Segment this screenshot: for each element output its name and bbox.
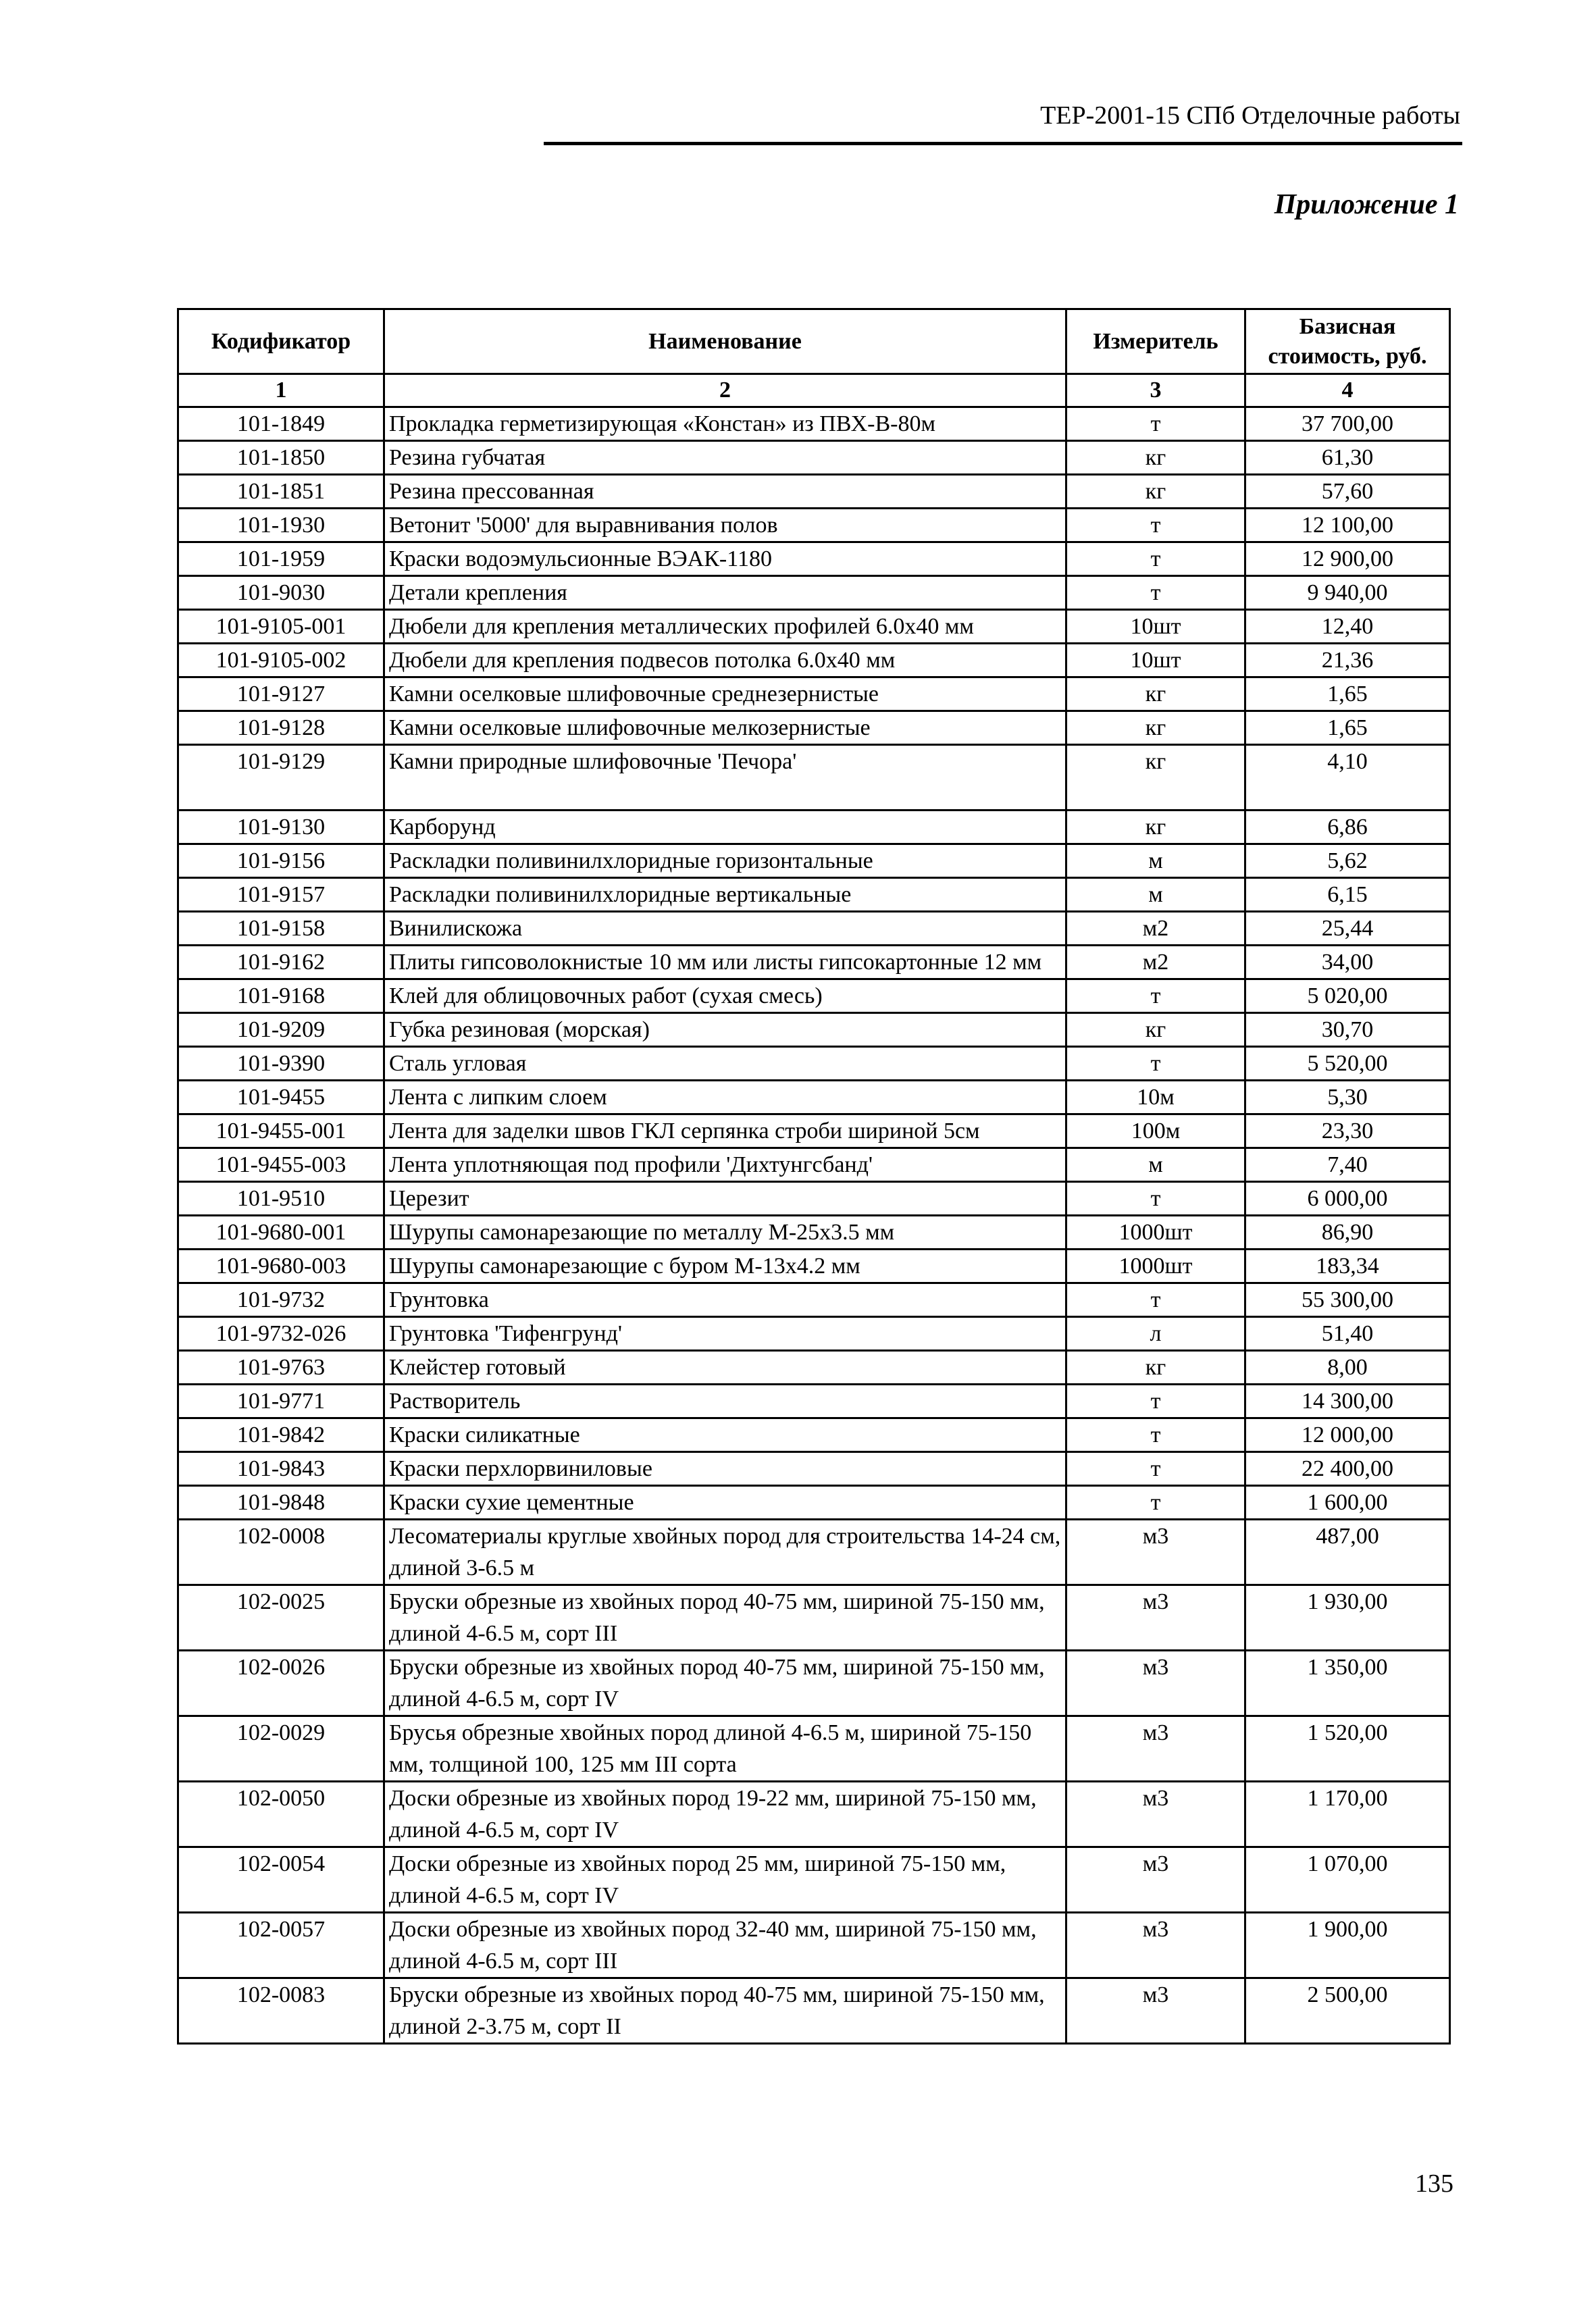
code-cell: 101-9105-001 (178, 610, 384, 644)
price-cell: 1 070,00 (1245, 1847, 1450, 1913)
table-row (178, 878, 1450, 912)
table-row (178, 1520, 1450, 1585)
price-cell: 7,40 (1245, 1148, 1450, 1182)
unit-cell: кг (1066, 745, 1245, 811)
unit-cell: т (1066, 1418, 1245, 1452)
name-cell: Краски силикатные (384, 1418, 1066, 1452)
unit-cell: м2 (1066, 946, 1245, 979)
code-cell: 101-9157 (178, 878, 384, 912)
unit-cell: т (1066, 1283, 1245, 1317)
name-cell: Брусья обрезные хвойных пород длиной 4-6.5 м, шириной 75-150 мм, толщиной 100, 125 мм III сорта (384, 1716, 1066, 1782)
name-cell: Лента с липким слоем (384, 1081, 1066, 1114)
code-cell: 101-9848 (178, 1486, 384, 1520)
page-number: 135 (1415, 2169, 1453, 2198)
price-cell: 1 350,00 (1245, 1651, 1450, 1716)
price-cell: 6 000,00 (1245, 1182, 1450, 1216)
code-cell: 101-9680-001 (178, 1216, 384, 1250)
table-row (178, 1978, 1450, 2044)
unit-cell: т (1066, 407, 1245, 441)
table-row (178, 1250, 1450, 1283)
price-cell: 2 500,00 (1245, 1978, 1450, 2044)
price-cell: 4,10 (1245, 745, 1450, 811)
price-cell: 1,65 (1245, 677, 1450, 711)
unit-cell: м (1066, 1148, 1245, 1182)
table-row (178, 1182, 1450, 1216)
table-row (178, 1418, 1450, 1452)
column-number-row (178, 374, 1450, 407)
table-row (178, 946, 1450, 979)
running-header: ТЕР-2001-15 СПб Отделочные работы (1040, 101, 1460, 130)
code-cell: 101-1930 (178, 509, 384, 542)
unit-cell: м3 (1066, 1978, 1245, 2044)
table-row (178, 441, 1450, 475)
table-row (178, 1013, 1450, 1047)
table-row (178, 745, 1450, 811)
header-name: Наименование (384, 309, 1066, 374)
code-cell: 101-9510 (178, 1182, 384, 1216)
price-cell: 1,65 (1245, 711, 1450, 745)
price-cell: 37 700,00 (1245, 407, 1450, 441)
name-cell: Шурупы самонарезающие с буром М-13х4.2 мм (384, 1250, 1066, 1283)
code-cell: 101-9156 (178, 844, 384, 878)
price-cell: 21,36 (1245, 644, 1450, 677)
header-code: Кодификатор (178, 309, 384, 374)
unit-cell: т (1066, 1182, 1245, 1216)
price-cell: 51,40 (1245, 1317, 1450, 1351)
table-row (178, 844, 1450, 878)
code-cell: 101-9455-003 (178, 1148, 384, 1182)
table-row (178, 1716, 1450, 1782)
header-price: Базисная стоимость, руб. (1245, 309, 1450, 374)
unit-cell: кг (1066, 1351, 1245, 1385)
name-cell: Ветонит '5000' для выравнивания полов (384, 509, 1066, 542)
table-row (178, 475, 1450, 509)
name-cell: Резина прессованная (384, 475, 1066, 509)
table-row (178, 1847, 1450, 1913)
code-cell: 102-0025 (178, 1585, 384, 1651)
name-cell: Бруски обрезные из хвойных пород 40-75 мм, шириной 75-150 мм, длиной 4-6.5 м, сорт III (384, 1585, 1066, 1651)
code-cell: 101-9842 (178, 1418, 384, 1452)
code-cell: 101-9680-003 (178, 1250, 384, 1283)
table-header-row (178, 309, 1450, 374)
unit-cell: т (1066, 576, 1245, 610)
price-cell: 1 930,00 (1245, 1585, 1450, 1651)
price-cell: 5 020,00 (1245, 979, 1450, 1013)
code-cell: 101-9455-001 (178, 1114, 384, 1148)
code-cell: 101-9129 (178, 745, 384, 811)
name-cell: Карборунд (384, 811, 1066, 844)
table-row (178, 1148, 1450, 1182)
table-row (178, 1114, 1450, 1148)
table-row (178, 1216, 1450, 1250)
unit-cell: кг (1066, 711, 1245, 745)
unit-cell: л (1066, 1317, 1245, 1351)
table-row (178, 542, 1450, 576)
table-row (178, 1081, 1450, 1114)
code-cell: 101-9130 (178, 811, 384, 844)
price-cell: 9 940,00 (1245, 576, 1450, 610)
name-cell: Губка резиновая (морская) (384, 1013, 1066, 1047)
table-body (178, 407, 1450, 2044)
table-row (178, 1913, 1450, 1978)
name-cell: Растворитель (384, 1385, 1066, 1418)
unit-cell: кг (1066, 811, 1245, 844)
unit-cell: т (1066, 1385, 1245, 1418)
price-cell: 34,00 (1245, 946, 1450, 979)
code-cell: 101-9105-002 (178, 644, 384, 677)
appendix-title: Приложение 1 (1274, 189, 1459, 220)
code-cell: 102-0008 (178, 1520, 384, 1585)
code-cell: 101-9168 (178, 979, 384, 1013)
name-cell: Раскладки поливинилхлоридные вертикальные (384, 878, 1066, 912)
price-cell: 25,44 (1245, 912, 1450, 946)
name-cell: Дюбели для крепления подвесов потолка 6.0х40 мм (384, 644, 1066, 677)
column-number: 1 (178, 374, 384, 407)
table-row (178, 644, 1450, 677)
unit-cell: м3 (1066, 1782, 1245, 1847)
unit-cell: м2 (1066, 912, 1245, 946)
unit-cell: т (1066, 509, 1245, 542)
unit-cell: 10м (1066, 1081, 1245, 1114)
name-cell: Доски обрезные из хвойных пород 25 мм, шириной 75-150 мм, длиной 4-6.5 м, сорт IV (384, 1847, 1066, 1913)
price-cell: 1 520,00 (1245, 1716, 1450, 1782)
code-cell: 101-1851 (178, 475, 384, 509)
table-row (178, 407, 1450, 441)
unit-cell: м (1066, 878, 1245, 912)
unit-cell: т (1066, 1047, 1245, 1081)
price-cell: 1 600,00 (1245, 1486, 1450, 1520)
name-cell: Дюбели для крепления металлических профилей 6.0х40 мм (384, 610, 1066, 644)
price-cell: 6,15 (1245, 878, 1450, 912)
name-cell: Резина губчатая (384, 441, 1066, 475)
unit-cell: кг (1066, 475, 1245, 509)
table-row (178, 576, 1450, 610)
name-cell: Шурупы самонарезающие по металлу М-25х3.5 мм (384, 1216, 1066, 1250)
code-cell: 101-9128 (178, 711, 384, 745)
price-cell: 6,86 (1245, 811, 1450, 844)
name-cell: Доски обрезные из хвойных пород 19-22 мм, шириной 75-150 мм, длиной 4-6.5 м, сорт IV (384, 1782, 1066, 1847)
name-cell: Камни оселковые шлифовочные мелкозернистые (384, 711, 1066, 745)
unit-cell: 10шт (1066, 610, 1245, 644)
code-cell: 101-9732 (178, 1283, 384, 1317)
table-row (178, 979, 1450, 1013)
table-row (178, 1317, 1450, 1351)
table-row (178, 711, 1450, 745)
price-cell: 8,00 (1245, 1351, 1450, 1385)
price-cell: 5 520,00 (1245, 1047, 1450, 1081)
code-cell: 101-9390 (178, 1047, 384, 1081)
table-row (178, 912, 1450, 946)
name-cell: Лента уплотняющая под профили 'Дихтунгсбанд' (384, 1148, 1066, 1182)
price-cell: 57,60 (1245, 475, 1450, 509)
unit-cell: м3 (1066, 1651, 1245, 1716)
unit-cell: 1000шт (1066, 1250, 1245, 1283)
price-cell: 22 400,00 (1245, 1452, 1450, 1486)
table-row (178, 1283, 1450, 1317)
code-cell: 102-0029 (178, 1716, 384, 1782)
unit-cell: кг (1066, 1013, 1245, 1047)
unit-cell: т (1066, 1452, 1245, 1486)
name-cell: Клей для облицовочных работ (сухая смесь) (384, 979, 1066, 1013)
name-cell: Раскладки поливинилхлоридные горизонтальные (384, 844, 1066, 878)
price-cell: 12,40 (1245, 610, 1450, 644)
unit-cell: м3 (1066, 1913, 1245, 1978)
table-row (178, 1351, 1450, 1385)
table-row (178, 1452, 1450, 1486)
code-cell: 102-0054 (178, 1847, 384, 1913)
unit-cell: т (1066, 542, 1245, 576)
price-cell: 5,62 (1245, 844, 1450, 878)
header-unit: Измеритель (1066, 309, 1245, 374)
code-cell: 101-9127 (178, 677, 384, 711)
column-number: 3 (1066, 374, 1245, 407)
price-cell: 5,30 (1245, 1081, 1450, 1114)
price-cell: 30,70 (1245, 1013, 1450, 1047)
unit-cell: т (1066, 979, 1245, 1013)
name-cell: Краски сухие цементные (384, 1486, 1066, 1520)
column-number: 4 (1245, 374, 1450, 407)
code-cell: 101-1849 (178, 407, 384, 441)
name-cell: Краски перхлорвиниловые (384, 1452, 1066, 1486)
table-row (178, 610, 1450, 644)
table-row (178, 1651, 1450, 1716)
code-cell: 102-0083 (178, 1978, 384, 2044)
price-cell: 23,30 (1245, 1114, 1450, 1148)
price-cell: 14 300,00 (1245, 1385, 1450, 1418)
name-cell: Лесоматериалы круглые хвойных пород для строительства 14-24 см, длиной 3-6.5 м (384, 1520, 1066, 1585)
name-cell: Винилискожа (384, 912, 1066, 946)
unit-cell: м3 (1066, 1847, 1245, 1913)
name-cell: Доски обрезные из хвойных пород 32-40 мм, шириной 75-150 мм, длиной 4-6.5 м, сорт III (384, 1913, 1066, 1978)
name-cell: Церезит (384, 1182, 1066, 1216)
code-cell: 101-9763 (178, 1351, 384, 1385)
code-cell: 102-0050 (178, 1782, 384, 1847)
name-cell: Грунтовка (384, 1283, 1066, 1317)
name-cell: Краски водоэмульсионные ВЭАК-1180 (384, 542, 1066, 576)
price-cell: 12 000,00 (1245, 1418, 1450, 1452)
name-cell: Бруски обрезные из хвойных пород 40-75 мм, шириной 75-150 мм, длиной 4-6.5 м, сорт IV (384, 1651, 1066, 1716)
name-cell: Клейстер готовый (384, 1351, 1066, 1385)
price-cell: 12 900,00 (1245, 542, 1450, 576)
name-cell: Сталь угловая (384, 1047, 1066, 1081)
code-cell: 101-1959 (178, 542, 384, 576)
price-cell: 86,90 (1245, 1216, 1450, 1250)
name-cell: Грунтовка 'Тифенгрунд' (384, 1317, 1066, 1351)
table-row (178, 1782, 1450, 1847)
price-cell: 1 170,00 (1245, 1782, 1450, 1847)
name-cell: Детали крепления (384, 576, 1066, 610)
name-cell: Камни природные шлифовочные 'Печора' (384, 745, 1066, 811)
price-cell: 12 100,00 (1245, 509, 1450, 542)
name-cell: Лента для заделки швов ГКЛ серпянка строби шириной 5см (384, 1114, 1066, 1148)
unit-cell: м3 (1066, 1520, 1245, 1585)
code-cell: 101-1850 (178, 441, 384, 475)
table-row (178, 1585, 1450, 1651)
column-number: 2 (384, 374, 1066, 407)
unit-cell: 1000шт (1066, 1216, 1245, 1250)
name-cell: Прокладка герметизирующая «Констан» из ПВХ-В-80м (384, 407, 1066, 441)
price-cell: 61,30 (1245, 441, 1450, 475)
unit-cell: 10шт (1066, 644, 1245, 677)
header-rule (544, 142, 1462, 145)
price-cell: 487,00 (1245, 1520, 1450, 1585)
unit-cell: м (1066, 844, 1245, 878)
code-cell: 101-9030 (178, 576, 384, 610)
code-cell: 101-9732-026 (178, 1317, 384, 1351)
table-row (178, 1385, 1450, 1418)
table-row (178, 1486, 1450, 1520)
unit-cell: м3 (1066, 1716, 1245, 1782)
code-cell: 101-9162 (178, 946, 384, 979)
price-cell: 1 900,00 (1245, 1913, 1450, 1978)
table-row (178, 1047, 1450, 1081)
table-row (178, 509, 1450, 542)
price-cell: 183,34 (1245, 1250, 1450, 1283)
name-cell: Бруски обрезные из хвойных пород 40-75 мм, шириной 75-150 мм, длиной 2-3.75 м, сорт II (384, 1978, 1066, 2044)
code-cell: 101-9209 (178, 1013, 384, 1047)
code-cell: 101-9455 (178, 1081, 384, 1114)
price-cell: 55 300,00 (1245, 1283, 1450, 1317)
unit-cell: кг (1066, 441, 1245, 475)
code-cell: 101-9843 (178, 1452, 384, 1486)
name-cell: Плиты гипсоволокнистые 10 мм или листы гипсокартонные 12 мм (384, 946, 1066, 979)
table-row (178, 677, 1450, 711)
unit-cell: кг (1066, 677, 1245, 711)
code-cell: 102-0057 (178, 1913, 384, 1978)
code-cell: 102-0026 (178, 1651, 384, 1716)
code-cell: 101-9771 (178, 1385, 384, 1418)
unit-cell: 100м (1066, 1114, 1245, 1148)
code-cell: 101-9158 (178, 912, 384, 946)
table-row (178, 811, 1450, 844)
unit-cell: м3 (1066, 1585, 1245, 1651)
unit-cell: т (1066, 1486, 1245, 1520)
price-table (177, 308, 1451, 2045)
name-cell: Камни оселковые шлифовочные среднезернистые (384, 677, 1066, 711)
